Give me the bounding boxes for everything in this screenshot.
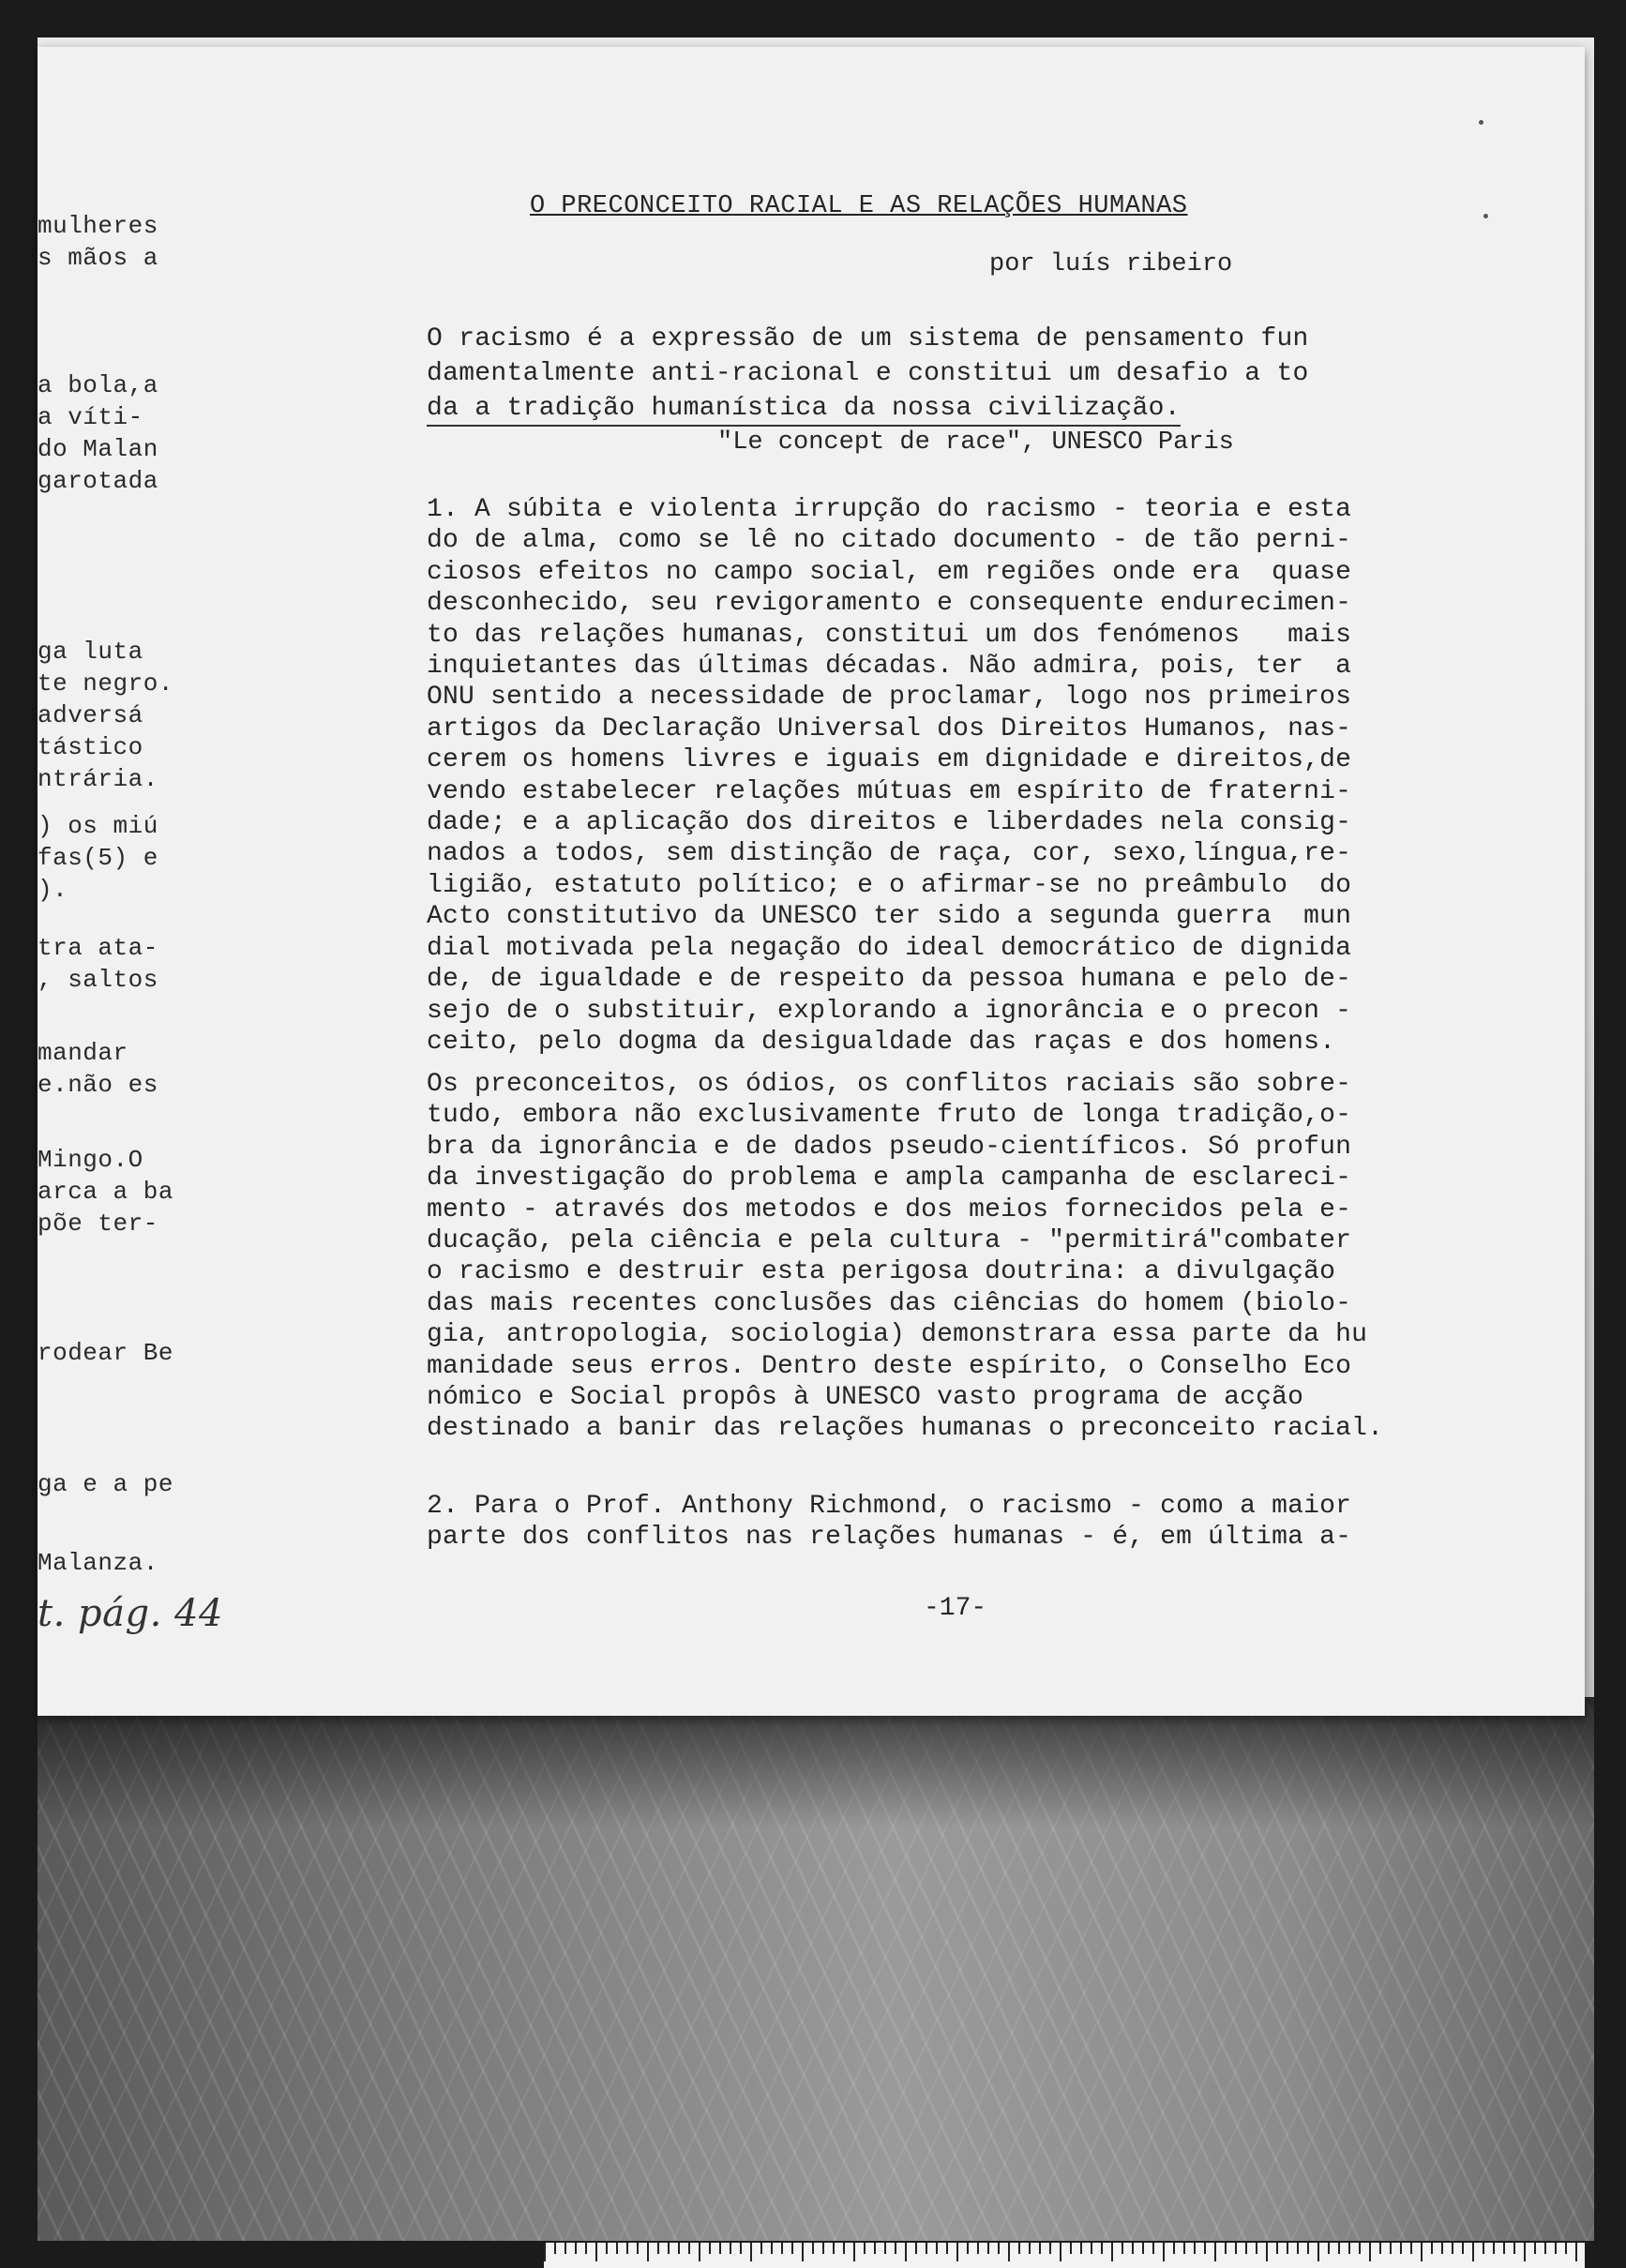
paragraph-3: 2. Para o Prof. Anthony Richmond, o racismo - como a maior parte dos conflitos nas relações humanas - é, em última a- (427, 1492, 1352, 1553)
fragment-line: Malanza. (38, 1549, 158, 1577)
fragment-line: a bola,a (38, 371, 158, 399)
textured-underlay (38, 1697, 1594, 2241)
fragment-line: ). (38, 876, 68, 904)
fragment-line: e.não es (38, 1071, 158, 1099)
dust-speck (1479, 120, 1483, 125)
fragment-line: garotada (38, 467, 158, 495)
article-title: O PRECONCEITO RACIAL E AS RELAÇÕES HUMANAS (530, 192, 1188, 220)
paragraph-1: 1. A súbita e violenta irrupção do racismo - teoria e esta do de alma, como se lê no citado documento - de tão perni- ciosos efeitos no campo social, em regiões onde era quase desconhecido, seu revigoramento e consequente endurecimen- to das relações humanas, constitui um dos fenómenos mais inquietantes das últimas décadas. Não admira, pois, ter a ONU sentido a necessidade de proclamar, logo nos primeiros artigos da Declaração Universal dos Direitos Humanos, nas- cerem os homens livres e iguais em dignidade e direitos,de vendo estabelecer relações mútuas em espírito de fraterni- dade; e a aplicação dos direitos e liberdades nela consig- nados a todos, sem distinção de raça, cor, sexo,língua,re- ligião, estatuto político; e o afirmar-se no preâmbulo do Acto constitutivo da UNESCO ter sido a segunda guerra mun dial motivada pela negação do ideal democrático de dignida de, de igualdade e de respeito da pessoa humana e pelo de- sejo de o substituir, explorando a ignorância e o precon - ceito, pelo dogma da desigualdade das raças e dos homens. (427, 495, 1352, 1057)
fragment-line: põe ter- (38, 1209, 158, 1238)
fragment-line: ) os miú (38, 812, 158, 840)
fragment-line: ga luta (38, 638, 143, 666)
epigraph-last-line: da a tradição humanística da nossa civilização. (427, 394, 1181, 427)
fragment-line: fas(5) e (38, 844, 158, 872)
epigraph-text: O racismo é a expressão de um sistema de pensamento fun damentalmente anti-racional e constitui um desafio a to (427, 324, 1309, 388)
fragment-line: mandar (38, 1039, 128, 1067)
fragment-line: tástico (38, 733, 143, 761)
dust-speck (1483, 214, 1488, 218)
fragment-line: tra ata- (38, 934, 158, 962)
epigraph-source: "Le concept de race", UNESCO Paris (717, 428, 1234, 457)
fragment-line: do Malan (38, 435, 158, 463)
page-number: -17- (924, 1594, 987, 1623)
epigraph (427, 322, 1374, 426)
paragraph-2: Os preconceitos, os ódios, os conflitos raciais são sobre- tudo, embora não exclusivamente fruto de longa tradição,o- bra da ignorância e de dados pseudo-científicos. Só profun da investigação do problema e ampla campanha de esclareci- mento - através dos metodos e dos meios fornecidos pela e- ducação, pela ciência e pela cultura - "permitirá"combater o racismo e destruir esta perigosa doutrina: a divulgação das mais recentes conclusões das ciências do homem (biolo- gia, antropologia, sociologia) demonstrara essa parte da hu manidade seus erros. Dentro deste espírito, o Conselho Eco nómico e Social propôs à UNESCO vasto programa de acção destinado a banir das relações humanas o preconceito racial. (427, 1070, 1384, 1444)
adjacent-page-fragment (38, 206, 223, 1669)
article-author: por luís ribeiro (989, 250, 1233, 278)
fragment-line: s mãos a (38, 244, 158, 272)
fragment-line: rodear Be (38, 1339, 173, 1367)
fragment-line: Mingo.O (38, 1146, 143, 1174)
fragment-line: mulheres (38, 212, 158, 240)
fragment-line: , saltos (38, 966, 158, 994)
handwritten-note: t. pág. 44 (38, 1592, 223, 1635)
fragment-line: a víti- (38, 403, 143, 431)
fragment-line: ntrária. (38, 765, 158, 793)
fragment-line: adversá (38, 701, 143, 729)
fragment-line: ga e a pe (38, 1470, 173, 1498)
fragment-line: te negro. (38, 669, 173, 698)
scale-ruler (544, 2243, 1585, 2268)
fragment-line: arca a ba (38, 1178, 173, 1206)
